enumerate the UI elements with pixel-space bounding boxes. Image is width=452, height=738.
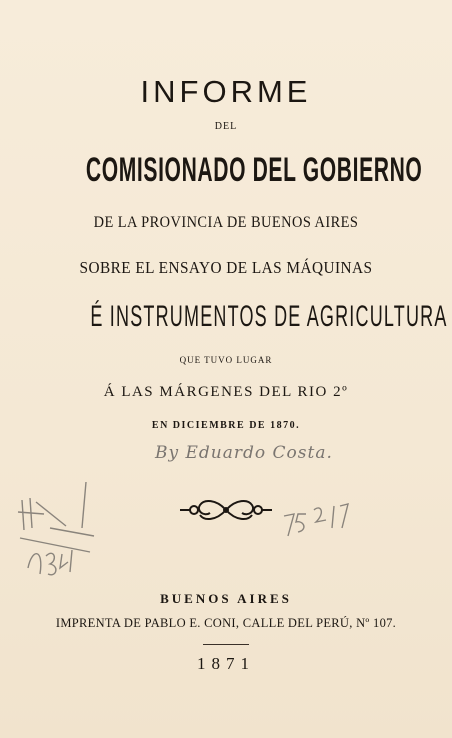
printer-ornament-icon [176, 493, 276, 527]
imprint-printer: IMPRENTA DE PABLO E. CONI, CALLE DEL PERÚ, Nº 107. [55, 616, 397, 630]
tuvo-lugar-line: QUE TUVO LUGAR [179, 355, 273, 365]
provincia-line: DE LA PROVINCIA DE BUENOS AIRES [93, 214, 359, 231]
comisionado-heading: COMISIONADO DEL GOBIERNO [85, 151, 423, 189]
date-line: EN DICIEMBRE DE 1870. [151, 420, 301, 431]
publication-year: 1871 [197, 654, 255, 673]
ensayo-line: SOBRE EL ENSAYO DE LAS MÁQUINAS [79, 258, 373, 277]
pencil-catalog-mark [10, 478, 100, 588]
imprint-city: BUENOS AIRES [160, 591, 292, 606]
document-title: INFORME [140, 74, 312, 109]
del-line: DEL [214, 121, 238, 132]
instrumentos-heading: É INSTRUMENTOS DE AGRICULTURA [90, 300, 448, 333]
margenes-line: Á LAS MÁRGENES DEL RIO 2º [103, 384, 349, 400]
handwritten-author-signature: By Eduardo Costa. [155, 443, 333, 463]
divider-rule [203, 644, 249, 645]
pencil-accession-number [280, 498, 350, 542]
